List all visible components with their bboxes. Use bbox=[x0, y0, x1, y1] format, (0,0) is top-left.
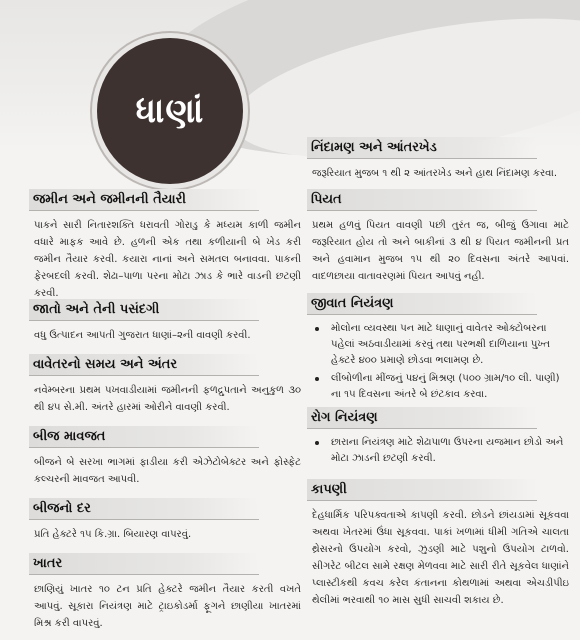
section-heading: બીજનો દર bbox=[29, 498, 259, 520]
left-column bbox=[29, 188, 301, 632]
section-body: પ્રથમ હળવું પિયત વાવણી પછી તુરંત જ, બીજું ઉગાવા માટે જરૂરિયાત હોય તો અને બાકીનાં ૩ થી ૪ પિયત જમીનની પ્રત અને હવામાન મુજબ ૧૫ થી ૨૦ દિવસના અંતરે આપવાં. વાદળછાયા વાતાવરણમાં પિયત આપવું નહી. bbox=[312, 220, 569, 282]
section-heading: બીજ માવજત bbox=[29, 426, 259, 448]
section-heading: પિયત bbox=[307, 189, 537, 211]
section-varieties bbox=[29, 298, 301, 353]
right-column bbox=[307, 136, 569, 609]
section-weeding bbox=[307, 136, 569, 188]
list-item-text: લીંબોળીના મીંજનું પ૪નું મિશ્રણ (૫૦૦ ગ્રામ/૧૦ લી. પાણી) ના ૧૫ દિવસના અંતરે બે છંટકાવ કરવા. bbox=[331, 373, 560, 400]
bullet-list bbox=[307, 435, 569, 467]
section-heading: ખાતર bbox=[29, 553, 259, 575]
section-pest-control bbox=[307, 292, 569, 406]
section-heading: નિંદામણ અને આંતરખેડ bbox=[307, 137, 537, 159]
section-heading: જાતો અને તેની પસંદગી bbox=[29, 299, 259, 321]
list-item-text: છારાના નિયંત્રણ માટે શેઢાપાળા ઉપરના યજમાન છોડો અને મોટા ઝાડની છટણી કરવી. bbox=[331, 437, 564, 464]
section-body: બીજને બે સરખા ભાગમાં ફાડીયા કરી એઝેટોબેક્ટર અને ફોસ્ફેટ કલ્ચરની માવજત આપવી. bbox=[34, 457, 301, 485]
title-badge bbox=[97, 38, 243, 184]
section-irrigation bbox=[307, 188, 569, 292]
list-item bbox=[323, 321, 569, 369]
section-body: પ્રતિ હેક્ટરે ૧૫ કિ.ગ્રા. બિયારણ વાપરવું. bbox=[34, 529, 192, 540]
section-seed-treatment bbox=[29, 425, 301, 497]
section-body: પાકને સારી નિતારશક્તિ ધરાવતી ગોરાડુ કે મધ્યમ કાળી જમીન વધારે માફક આવે છે. હળની એક તથા કળીયાની બે ખેડ કરી જમીન તૈયાર કરવી. કયારા નાનાં અને સમતલ બનાવવા. પાકની ફેરબદલી કરવી. શેઢા–પાળા પરના મોટા ઝાડ કે ભારે વાડની છટણી કરવી. bbox=[34, 220, 301, 299]
section-land-preparation bbox=[29, 188, 301, 298]
section-heading: જમીન અને જમીનની તૈયારી bbox=[29, 189, 259, 211]
section-heading: કાપણી bbox=[307, 479, 537, 501]
bullet-icon bbox=[315, 377, 319, 381]
section-body: છાણિયું ખાતર ૧૦ ટન પ્રતિ હેક્ટરે જમીન તૈયાર કરતી વખતે આપવું. સૂકારા નિયંત્રણ માટે ટ્રાઇકોડર્મા ફૂગને છાણીયા ખાતરમાં મિશ્ર કરી વાપરવું. bbox=[34, 584, 301, 629]
section-heading: જીવાત નિયંત્રણ bbox=[307, 293, 537, 315]
section-body: દેહધાર્મિક પરિપક્વતાએ કાપણી કરવી. છોડને છાંયડામાં સૂકવવા અથવા ખેતરમાં ઉંધા સૂકવવા. પાકાં ખળામાં ધીમી ગતિએ ચાલતા થ્રેસરનો ઉપયોગ કરવો, ઝુડણી માટે પશુનો ઉપયોગ ટાળવો. સીગરેટ બીટલ સામે રક્ષણ મેળવવા માટે સારી રીતે સૂકવેલ ધાણાંને પ્લાસ્ટીકથી કવચ કરેલ કંતાનના કોથળામાં અથવા એચડીપીઇ થેલીમાં ભરવાથી ૧૦ માસ સુધી સાચવી શકાય છે. bbox=[312, 510, 569, 606]
section-body: નવેમ્બરના પ્રથમ પખવાડીયામાં જમીનની ફળદ્રુપતાને અનુકુળ ૩૦ થી ૪૫ સે.મી. અંતરે હારમાં ઓરીને વાવણી કરવી. bbox=[34, 385, 301, 413]
bullet-icon bbox=[315, 441, 319, 445]
list-item bbox=[323, 435, 569, 467]
section-heading: રોગ નિયંત્રણ bbox=[307, 407, 537, 429]
section-disease-control bbox=[307, 406, 569, 478]
section-sowing-time bbox=[29, 353, 301, 425]
bullet-icon bbox=[315, 327, 319, 331]
section-fertilizer bbox=[29, 552, 301, 632]
list-item bbox=[323, 371, 569, 403]
section-heading: વાવેતરનો સમય અને અંતર bbox=[29, 354, 259, 376]
bullet-list bbox=[307, 321, 569, 403]
section-harvesting bbox=[307, 478, 569, 609]
section-body: વધુ ઉત્પાદન આપતી ગુજરાત ધાણાં–૨ની વાવણી કરવી. bbox=[34, 330, 251, 341]
section-body: જરૂરિયાત મુજબ ૧ થી ૨ આંતરખેડ અને હાથ નિંદામણ કરવા. bbox=[312, 168, 558, 179]
page-title: ધાણાં bbox=[135, 91, 205, 131]
list-item-text: મોલોના વ્યવસ્થા પન માટે ધાણાનું વાવેતર ઓક્ટોબરના પહેલાં અઠવાડીયામાં કરવું તથા પરભક્ષી દાળિયાના પુખ્ત હેક્ટરે ૪૦૦ પ્રમાણે છોડવા ભલામણ છે. bbox=[331, 323, 551, 366]
section-seed-rate bbox=[29, 497, 301, 552]
